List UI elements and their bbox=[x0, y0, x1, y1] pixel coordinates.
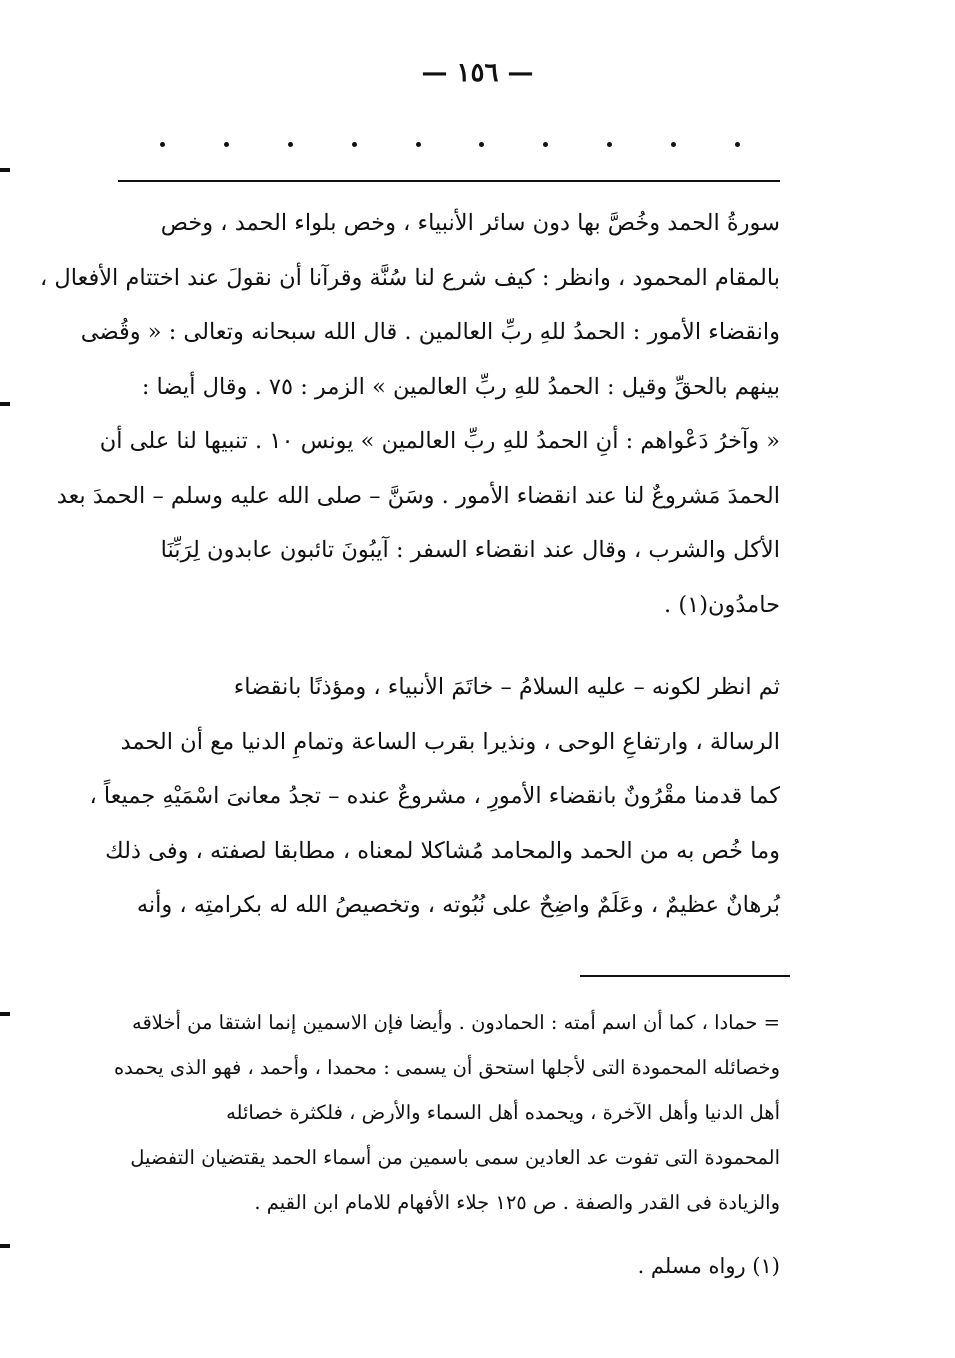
ornamental-dots bbox=[160, 142, 740, 147]
text-line: الرسالة ، وارتفاعِ الوحى ، ونذيرا بقرب الساعة وتمامِ الدنيا مع أن الحمد bbox=[120, 728, 780, 755]
text-line: حامدُون(١) . bbox=[664, 591, 780, 618]
header-rule bbox=[118, 180, 780, 182]
margin-mark bbox=[0, 402, 10, 406]
ornament-dot bbox=[543, 142, 548, 147]
ornament-dot bbox=[416, 142, 421, 147]
paragraph-1 bbox=[39, 196, 780, 632]
ornament-dot bbox=[160, 142, 165, 147]
footnote-line: = حمادا ، كما أن اسم أمته : الحمادون . وأيضا فإن الاسمين إنما اشتقا من أخلاقه bbox=[132, 1011, 780, 1034]
text-line: كما قدمنا مقْرُونٌ بانقضاء الأمورِ ، مشروعٌ عنده – تجدُ معانىَ اسْمَيْهِ جميعاً ، bbox=[89, 783, 780, 809]
text-line: « وآخرُ دَعْواهم : أنِ الحمدُ للهِ ربِّ العالمين » يونس ١٠ . تنبيها لنا على أن bbox=[99, 428, 780, 454]
footnote-rule bbox=[580, 975, 790, 977]
ornament-dot bbox=[735, 142, 740, 147]
margin-mark bbox=[0, 1244, 10, 1248]
page-number: — ١٥٦ — bbox=[421, 58, 534, 88]
footnote-line: المحمودة التى تفوت عد العادين سمى باسمين من أسماء الحمد يقتضيان التفضيل bbox=[130, 1146, 780, 1169]
text-line: الحمدَ مَشروعٌ لنا عند انقضاء الأمور . وسَنَّ – صلى الله عليه وسلم – الحمدَ بعد bbox=[56, 482, 780, 509]
footnote-line: أهل الدنيا وأهل الآخرة ، ويحمده أهل السماء والأرض ، فلكثرة خصائله bbox=[226, 1101, 780, 1124]
footnotes bbox=[113, 1000, 780, 1225]
text-line: وانقضاء الأمور : الحمدُ للهِ ربِّ العالمين . قال الله سبحانه وتعالى : « وقُضى bbox=[80, 319, 780, 345]
text-line: سورةُ الحمد وخُصَّ بها دون سائر الأنبياء ، وخص بلواء الحمد ، وخص bbox=[160, 210, 780, 236]
ornament-dot bbox=[479, 142, 484, 147]
footnote-line: وخصائله المحمودة التى لأجلها استحق أن يسمى : محمدا ، وأحمد ، فهو الذى يحمده bbox=[113, 1056, 780, 1079]
text-line: بينهم بالحقِّ وقيل : الحمدُ للهِ ربِّ العالمين » الزمر : ٧٥ . وقال أيضا : bbox=[141, 373, 780, 400]
ornament-dot bbox=[671, 142, 676, 147]
footnote-line: والزيادة فى القدر والصفة . ص ١٢٥ جلاء الأفهام للامام ابن القيم . bbox=[254, 1191, 780, 1214]
text-line: بالمقام المحمود ، وانظر : كيف شرع لنا سُنَّة وقرآنا أن نقولَ عند اختتام الأفعال ، bbox=[39, 264, 780, 291]
footnote-1: (١) رواه مسلم . bbox=[637, 1254, 780, 1278]
text-line: الأكل والشرب ، وقال عند انقضاء السفر : آيبُونَ تائبون عابدون لِرَبِّنَا bbox=[160, 537, 780, 563]
ornament-dot bbox=[224, 142, 229, 147]
ornament-dot bbox=[607, 142, 612, 147]
text-line: ثم انظر لكونه – عليه السلامُ – خاتَمَ الأنبياء ، ومؤذنًا بانقضاء bbox=[233, 674, 780, 700]
text-line: بُرهانٌ عظيمٌ ، وعَلَمٌ واضِحٌ على نُبُوته ، وتخصيصُ الله له بكرامتِه ، وأنه bbox=[136, 892, 780, 918]
text-line: وما خُص به من الحمد والمحامد مُشاكلا لمعناه ، مطابقا لصفته ، وفى ذلك bbox=[105, 837, 780, 864]
margin-mark bbox=[0, 168, 10, 172]
ornament-dot bbox=[352, 142, 357, 147]
margin-mark bbox=[0, 1012, 10, 1016]
ornament-dot bbox=[288, 142, 293, 147]
paragraph-2 bbox=[89, 660, 780, 933]
